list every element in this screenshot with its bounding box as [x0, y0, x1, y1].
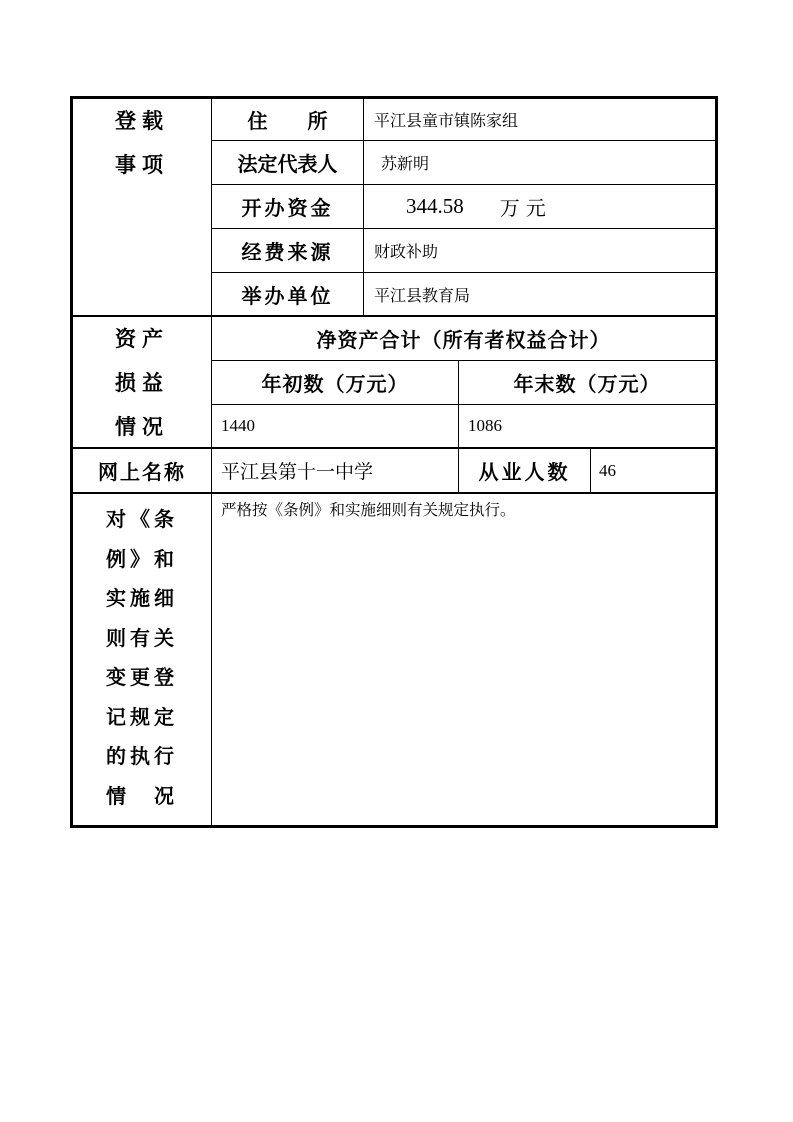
registration-section-label-line1: 登载: [115, 109, 169, 133]
compliance-statement: 严格按《条例》和实施细则有关规定执行。: [221, 502, 516, 519]
address-label: 住 所: [247, 111, 328, 133]
opening-capital-unit: 万元: [499, 198, 552, 220]
online-name-value: 平江县第十一中学: [221, 462, 374, 483]
compliance-label-line2: 例》和: [106, 548, 178, 571]
sponsor-unit-value: 平江县教育局: [374, 287, 471, 305]
registration-section-label-line2: 事项: [115, 153, 169, 177]
assets-section-label-line2: 损益: [115, 371, 169, 395]
year-end-value: 1086: [468, 416, 502, 435]
opening-capital-value-cell: [364, 185, 757, 228]
funding-source-label: 经费来源: [241, 242, 334, 264]
compliance-section-label: [73, 495, 211, 831]
staff-count-label: 从业人数: [478, 462, 571, 484]
online-name-label: 网上名称: [98, 462, 186, 484]
compliance-label-line5: 变更登: [106, 667, 178, 689]
assets-section-label-line1: 资产: [115, 327, 169, 351]
compliance-label-line8: 情 况: [106, 785, 178, 808]
grid-hline-section-compliance: [73, 492, 715, 494]
compliance-label-line6: 记规定: [106, 706, 178, 729]
compliance-label-line7: 的执行: [106, 746, 178, 768]
assets-section-label: [73, 317, 211, 447]
address-value: 平江县童市镇陈家组: [374, 113, 519, 130]
legal-representative-value: 苏新明: [381, 156, 430, 173]
opening-capital-amount: 344.58: [406, 194, 464, 218]
year-start-value: 1440: [221, 416, 255, 435]
compliance-label-line3: 实施细: [106, 588, 178, 610]
funding-source-value: 财政补助: [374, 244, 439, 261]
sponsor-unit-label: 举办单位: [241, 285, 334, 308]
opening-capital-label: 开办资金: [241, 198, 334, 220]
legal-representative-label: 法定代表人: [237, 154, 338, 176]
year-end-label: 年末数（万元）: [513, 374, 661, 396]
net-assets-header: 净资产合计（所有者权益合计）: [316, 330, 611, 352]
staff-count-value: 46: [599, 460, 616, 480]
assets-section-label-line3: 情况: [115, 415, 169, 439]
compliance-label-line1: 对《条: [106, 509, 178, 531]
year-start-label: 年初数（万元）: [261, 374, 409, 396]
registration-form-table: [70, 96, 718, 828]
compliance-label-line4: 则有关: [106, 627, 178, 650]
registration-section-label: [73, 99, 211, 315]
